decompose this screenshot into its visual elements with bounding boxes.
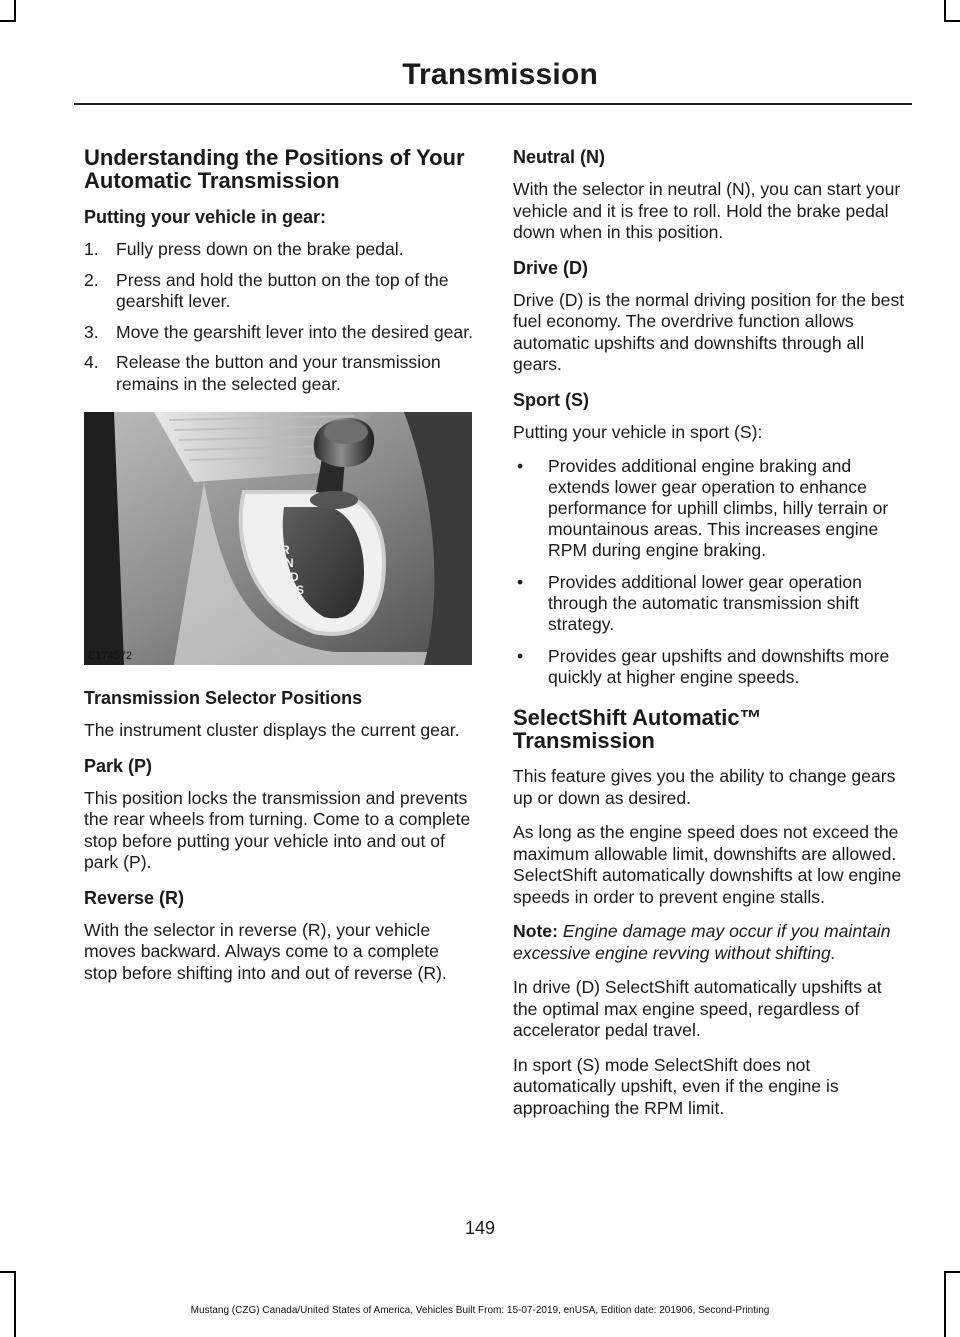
crop-mark xyxy=(14,0,16,22)
crop-mark xyxy=(944,0,946,22)
bullet-icon: • xyxy=(517,572,524,592)
page-header-title: Transmission xyxy=(402,58,598,91)
step-text: Move the gearshift lever into the desired gear. xyxy=(116,321,473,342)
section-heading: Understanding the Positions of Your Automatic Transmission xyxy=(84,145,465,193)
list-item xyxy=(84,239,474,261)
bullet-icon: • xyxy=(517,456,524,476)
list-item xyxy=(84,352,474,395)
list-item xyxy=(513,572,909,635)
gear-label-r: R xyxy=(281,543,290,557)
sport-bullet-list xyxy=(513,456,909,688)
step-text: Fully press down on the brake pedal. xyxy=(116,239,404,259)
crop-mark xyxy=(0,20,16,22)
list-item xyxy=(513,646,909,688)
bullet-icon: • xyxy=(517,646,524,666)
steps-list xyxy=(84,239,474,395)
list-item xyxy=(84,322,474,344)
header-rule xyxy=(74,103,912,105)
bullet-text: Provides additional lower gear operation through the automatic transmission shift strategy. xyxy=(548,572,862,634)
crop-mark xyxy=(0,1271,16,1273)
note-text: Engine damage may occur if you maintain excessive engine revving without shifting. xyxy=(513,921,891,963)
page-number: 149 xyxy=(464,1218,496,1238)
selector-heading: Transmission Selector Positions xyxy=(84,688,363,708)
note-label: Note: xyxy=(513,921,558,941)
selectshift-heading: SelectShift Automatic™ Transmission xyxy=(513,705,762,753)
gear-label-n: N xyxy=(285,556,294,570)
park-heading: Park (P) xyxy=(84,755,153,776)
park-text: This position locks the transmission and prevents the rear wheels from turning. Come to a complete stop before putting your vehicle into and out of park (P). xyxy=(84,787,471,872)
bullet-text: Provides gear upshifts and downshifts more quickly at higher engine speeds. xyxy=(548,646,890,687)
list-item xyxy=(513,456,909,561)
step-number: 3. xyxy=(84,321,99,342)
intro-heading: Putting your vehicle in gear: xyxy=(84,207,327,227)
drive-text: Drive (D) is the normal driving position for the best fuel economy. The overdrive function allows automatic upshifts and downshifts through all gears. xyxy=(513,289,905,374)
bullet-text: Provides additional engine braking and extends lower gear operation to enhance performance for uphill climbs, hilly terrain or mountainous areas. This increases engine RPM during engine braking. xyxy=(548,456,889,560)
step-number: 1. xyxy=(84,239,99,259)
step-number: 2. xyxy=(84,269,99,290)
step-text: Press and hold the button on the top of the gearshift lever. xyxy=(116,269,449,311)
sport-intro: Putting your vehicle in sport (S): xyxy=(513,421,763,442)
reverse-heading: Reverse (R) xyxy=(84,887,185,908)
selectshift-paragraph: In sport (S) mode SelectShift does not automatically upshift, even if the engine is approaching the RPM limit. xyxy=(513,1054,839,1118)
right-column xyxy=(513,146,909,1132)
list-item xyxy=(84,270,474,313)
gear-label-s: S xyxy=(296,583,305,597)
selectshift-paragraph: As long as the engine speed does not exceed the maximum allowable limit, downshifts are allowed. SelectShift automatically downshifts at low engine speeds in order to prevent engine stalls. xyxy=(513,822,902,907)
sport-heading: Sport (S) xyxy=(513,389,589,410)
reverse-text: With the selector in reverse (R), your vehicle moves backward. Always come to a complete stop before shifting into and out of reverse (R). xyxy=(84,919,447,983)
selectshift-paragraph: In drive (D) SelectShift automatically upshifts at the optimal max engine speed, regardless of accelerator pedal travel. xyxy=(513,977,882,1040)
figure-code: E174572 xyxy=(88,650,133,662)
neutral-heading: Neutral (N) xyxy=(513,147,606,167)
gear-label-d: D xyxy=(290,570,299,584)
gear-label-p: P xyxy=(270,520,279,534)
drive-heading: Drive (D) xyxy=(513,257,589,278)
gearshift-illustration xyxy=(84,412,472,665)
gearshift-drawing xyxy=(84,412,472,665)
crop-mark xyxy=(944,1271,960,1273)
step-number: 4. xyxy=(84,352,99,372)
left-column xyxy=(84,146,474,997)
selectshift-paragraph: This feature gives you the ability to change gears up or down as desired. xyxy=(513,766,896,808)
footer-text: Mustang (CZG) Canada/United States of America, Vehicles Built From: 15-07-2019, enUSA, Edition date: 201906, Second-Printing xyxy=(190,1305,770,1316)
selector-text: The instrument cluster displays the current gear. xyxy=(84,720,460,740)
neutral-text: With the selector in neutral (N), you can start your vehicle and it is free to roll. Hold the brake pedal down when in this position. xyxy=(513,179,901,242)
crop-mark xyxy=(944,20,960,22)
note xyxy=(513,921,909,964)
step-text: Release the button and your transmission remains in the selected gear. xyxy=(116,352,441,394)
